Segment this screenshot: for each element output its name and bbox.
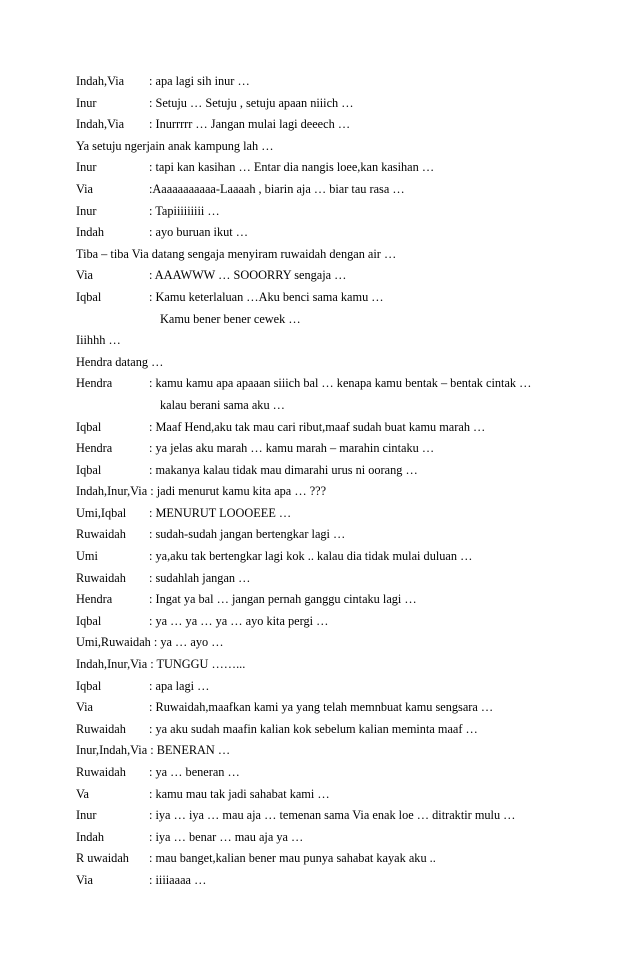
speech-continuation-text: kalau berani sama aku …	[160, 397, 285, 412]
speaker-name: Ruwaidah	[76, 765, 126, 779]
speaker-name: Via	[76, 268, 94, 283]
narration-text: Inur,Indah,Via : BENERAN …	[76, 743, 231, 758]
dialogue-line	[76, 719, 596, 741]
speech-text: : sudah-sudah jangan bertengkar lagi …	[149, 527, 346, 542]
speech-text: : Ruwaidah,maafkan kami ya yang telah memnbuat kamu sengsara …	[149, 700, 494, 715]
script-dialogue	[76, 71, 596, 892]
narration-text: Tiba – tiba Via datang sengaja menyiram ruwaidah dengan air …	[76, 246, 397, 261]
dialogue-line	[76, 827, 596, 849]
speaker-name: Ruwaidah	[76, 527, 126, 542]
narration-text: Iiihhh …	[76, 333, 121, 348]
speech-text: : ya … ya … ya … ayo kita pergi …	[149, 613, 329, 628]
dialogue-line	[76, 373, 596, 395]
dialogue-line	[76, 417, 596, 439]
speech-text: : Inurrrrr … Jangan mulai lagi deeech …	[149, 117, 351, 132]
speaker-name: Inur	[76, 95, 97, 110]
speech-text: : Ingat ya bal … jangan pernah ganggu cintaku lagi …	[149, 592, 417, 607]
speech-text: : MENURUT LOOOEEE …	[149, 505, 292, 520]
speaker-name: R uwaidah	[76, 851, 129, 866]
speaker-name: Va	[76, 786, 89, 801]
speech-text: : AAAWWW … SOOORRY sengaja …	[149, 268, 347, 283]
speech-text: : kamu mau tak jadi sahabat kami …	[149, 786, 330, 801]
dialogue-line	[76, 589, 596, 611]
dialogue-line	[76, 114, 596, 136]
speech-text: : makanya kalau tidak mau dimarahi urus ni oorang …	[149, 462, 418, 477]
speaker-name: Iqbal	[76, 613, 102, 628]
narration-text: Hendra datang …	[76, 354, 164, 369]
continuation-line	[76, 395, 596, 417]
speech-text: : mau banget,kalian bener mau punya sahabat kayak aku ..	[149, 851, 436, 866]
speaker-name: Ruwaidah	[76, 721, 126, 736]
dialogue-line	[76, 676, 596, 698]
speaker-name: Indah	[76, 829, 104, 844]
narration-line	[76, 632, 596, 654]
speech-text: : Kamu keterlaluan …Aku benci sama kamu …	[149, 289, 384, 304]
speech-text: : apa lagi …	[149, 678, 210, 693]
speaker-name: Indah	[76, 225, 104, 240]
speech-text: : ya jelas aku marah … kamu marah – marahin cintaku …	[149, 441, 435, 456]
dialogue-line	[76, 870, 596, 892]
speech-text: : Maaf Hend,aku tak mau cari ribut,maaf sudah buat kamu marah …	[149, 419, 486, 434]
speech-continuation-text: Kamu bener bener cewek …	[160, 311, 301, 326]
dialogue-line	[76, 287, 596, 309]
dialogue-line	[76, 697, 596, 719]
dialogue-line	[76, 438, 596, 460]
narration-line	[76, 136, 596, 158]
narration-line	[76, 352, 596, 374]
narration-line	[76, 330, 596, 352]
dialogue-line	[76, 784, 596, 806]
speaker-name: Indah,Via	[76, 117, 125, 132]
speaker-name: Umi	[76, 549, 98, 564]
narration-text: Indah,Inur,Via : TUNGGU ……...	[76, 657, 246, 672]
narration-line	[76, 740, 596, 762]
dialogue-line	[76, 222, 596, 244]
narration-line	[76, 244, 596, 266]
dialogue-line	[76, 201, 596, 223]
speaker-name: Inur	[76, 160, 97, 175]
dialogue-line	[76, 71, 596, 93]
dialogue-line	[76, 848, 596, 870]
speech-text: : ya,aku tak bertengkar lagi kok .. kalau dia tidak mulai duluan …	[149, 549, 473, 564]
dialogue-line	[76, 546, 596, 568]
speech-text: : iya … iya … mau aja … temenan sama Via enak loe … ditraktir mulu …	[149, 808, 516, 823]
speaker-name: Inur	[76, 808, 97, 823]
speaker-name: Ruwaidah	[76, 570, 126, 585]
dialogue-line	[76, 157, 596, 179]
dialogue-line	[76, 805, 596, 827]
dialogue-line	[76, 524, 596, 546]
narration-text: Indah,Inur,Via : jadi menurut kamu kita apa … ???	[76, 484, 327, 499]
speech-text: : ya … beneran …	[149, 765, 240, 779]
speaker-name: Umi,Iqbal	[76, 505, 127, 520]
speech-text: : Tapiiiiiiiii …	[149, 203, 220, 218]
speech-text: : apa lagi sih inur …	[149, 74, 250, 88]
dialogue-line	[76, 93, 596, 115]
speaker-name: Hendra	[76, 441, 113, 456]
speaker-name: Iqbal	[76, 419, 102, 434]
dialogue-line	[76, 460, 596, 482]
speech-text: : ayo buruan ikut …	[149, 225, 249, 240]
dialogue-line	[76, 265, 596, 287]
speaker-name: Hendra	[76, 376, 113, 391]
speech-text: : tapi kan kasihan … Entar dia nangis loee,kan kasihan …	[149, 160, 435, 175]
continuation-line	[76, 309, 596, 331]
speech-text: : sudahlah jangan …	[149, 570, 251, 585]
speech-text: : iiiiaaaa …	[149, 872, 207, 887]
dialogue-line	[76, 179, 596, 201]
dialogue-line	[76, 568, 596, 590]
speaker-name: Hendra	[76, 592, 113, 607]
speaker-name: Via	[76, 872, 94, 887]
speech-text: : kamu kamu apa apaaan siiich bal … kenapa kamu bentak – bentak cintak …	[149, 376, 532, 391]
speech-text: : ya aku sudah maafin kalian kok sebelum kalian meminta maaf …	[149, 721, 478, 736]
narration-text: Umi,Ruwaidah : ya … ayo …	[76, 635, 224, 650]
speaker-name: Iqbal	[76, 462, 102, 477]
speaker-name: Via	[76, 700, 94, 715]
speaker-name: Indah,Via	[76, 74, 125, 88]
speaker-name: Iqbal	[76, 678, 102, 693]
speaker-name: Iqbal	[76, 289, 102, 304]
speech-text: :Aaaaaaaaaaa-Laaaah , biarin aja … biar tau rasa …	[149, 181, 405, 196]
speech-text: : iya … benar … mau aja ya …	[149, 829, 304, 844]
dialogue-line	[76, 762, 596, 784]
narration-text: Ya setuju ngerjain anak kampung lah …	[76, 138, 274, 153]
dialogue-line	[76, 611, 596, 633]
dialogue-line	[76, 503, 596, 525]
speaker-name: Via	[76, 181, 94, 196]
speech-text: : Setuju … Setuju , setuju apaan niiich …	[149, 95, 354, 110]
narration-line	[76, 481, 596, 503]
narration-line	[76, 654, 596, 676]
speaker-name: Inur	[76, 203, 97, 218]
